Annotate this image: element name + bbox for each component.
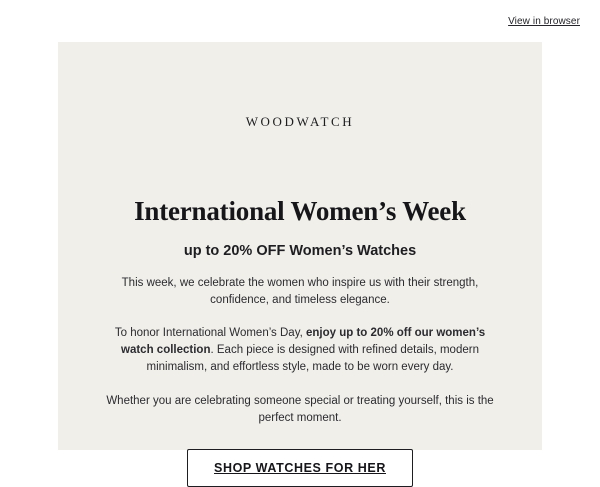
cta-container	[58, 449, 542, 487]
paragraph-2-tail: . Each piece is designed with refined details, modern minimalism, and effortless style, made to be worn every day.	[146, 344, 479, 373]
body-paragraph-2	[100, 325, 500, 376]
body-paragraph-1: This week, we celebrate the women who inspire us with their strength, confidence, and timeless elegance.	[121, 277, 479, 306]
page-title: International Women’s Week	[134, 196, 466, 226]
offer-subheadline: up to 20% OFF Women’s Watches	[183, 243, 417, 259]
email-body	[58, 42, 542, 475]
brand-wordmark: WOODWATCH	[245, 114, 355, 129]
body-paragraph-3: Whether you are celebrating someone special or treating yourself, this is the perfect moment.	[106, 395, 494, 424]
view-in-browser-link[interactable]: View in browser	[508, 15, 580, 27]
paragraph-2-emphasis: enjoy up to 20% off our women’s watch collection	[121, 327, 486, 356]
paragraph-2-lead: To honor International Women’s Day,	[114, 327, 306, 339]
preheader-bar	[0, 0, 600, 42]
shop-watches-for-her-button[interactable]: SHOP WATCHES FOR HER	[187, 449, 413, 487]
